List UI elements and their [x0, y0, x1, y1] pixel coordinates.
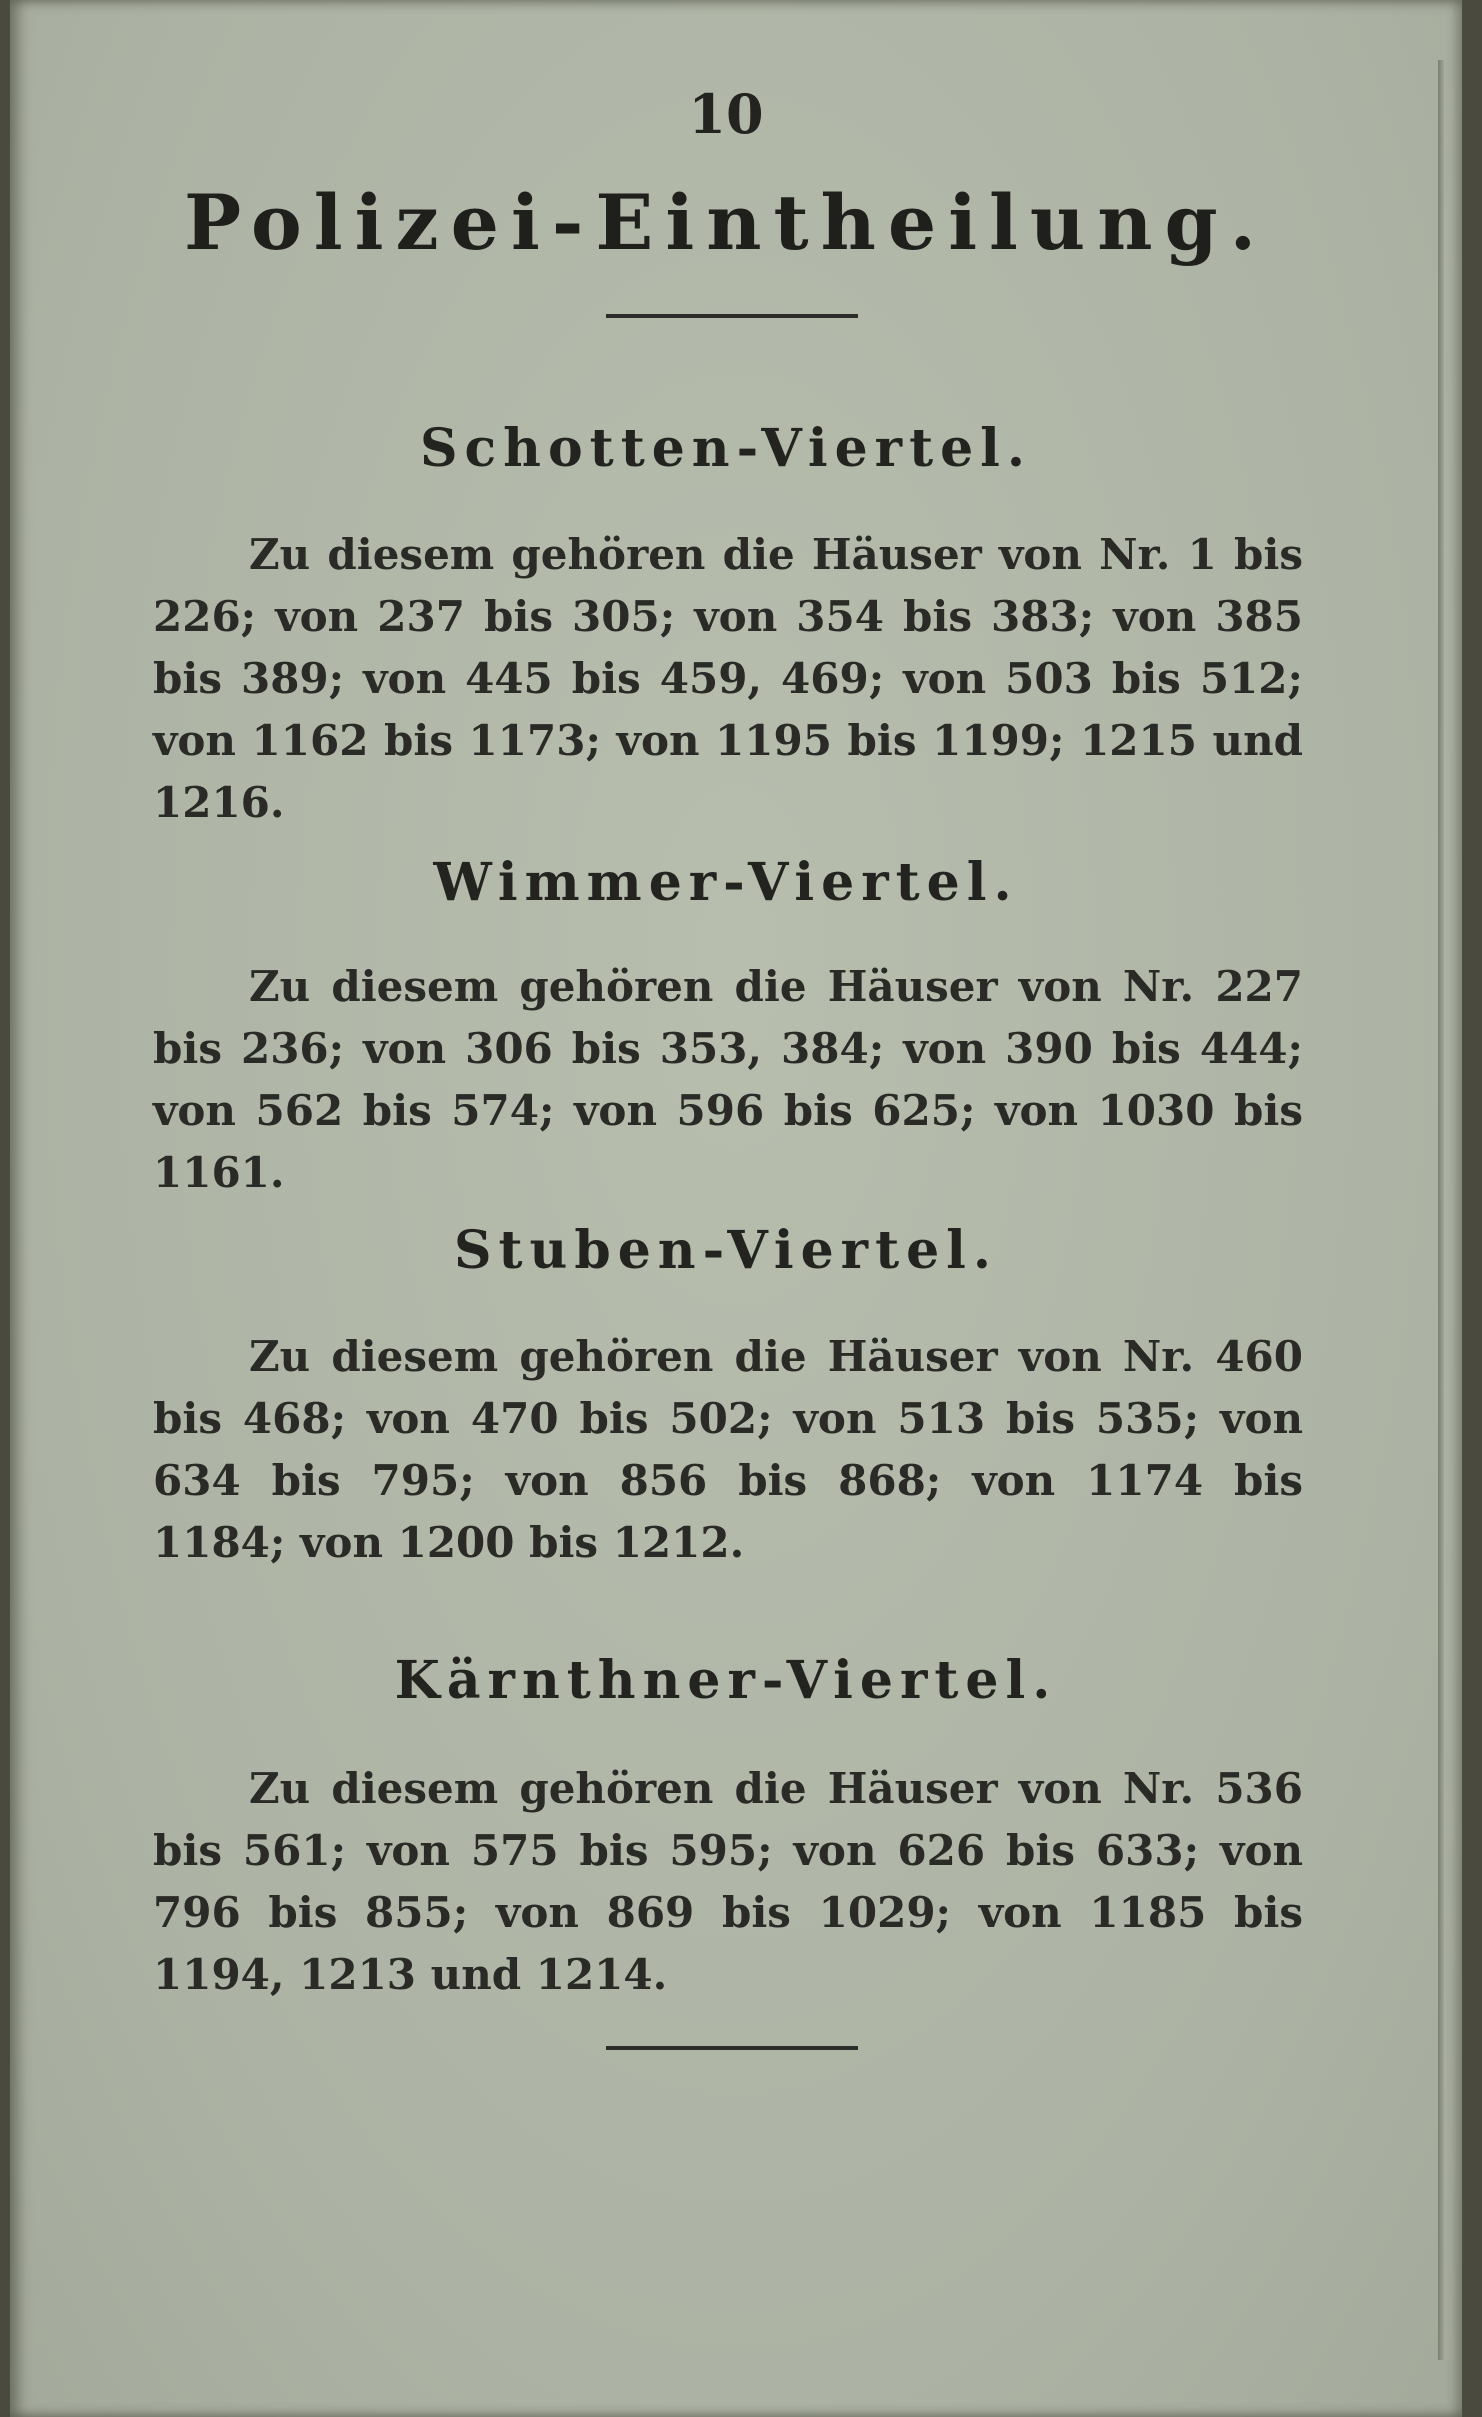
closing-divider — [606, 2046, 858, 2050]
page-spine-edge — [1438, 60, 1444, 2360]
page-number: 10 — [688, 82, 764, 146]
section-heading-schotten: Schotten-Viertel. — [419, 418, 1033, 479]
section-text-schotten: Zu diesem gehören die Häuser von Nr. 1 bis 226; von 237 bis 305; von 354 bis 383; von 385 bis 389; von 445 bis 459, 469; von 503 bis 512; von 1162 bis 1173; von 1195 bis 1199; 1215 und 1216. — [153, 530, 1303, 827]
section-text-stuben: Zu diesem gehören die Häuser von Nr. 460 bis 468; von 470 bis 502; von 513 bis 535; von 634 bis 795; von 856 bis 868; von 1174 bis 1184; von 1200 bis 1212. — [153, 1332, 1303, 1567]
page-title: Polizei-Eintheilung. — [183, 178, 1269, 267]
section-heading-wimmer: Wimmer-Viertel. — [433, 852, 1019, 913]
title-divider — [606, 314, 858, 318]
book-page — [10, 0, 1462, 2417]
section-text-wimmer: Zu diesem gehören die Häuser von Nr. 227 bis 236; von 306 bis 353, 384; von 390 bis 444; von 562 bis 574; von 596 bis 625; von 1030 bis 1161. — [153, 962, 1303, 1197]
section-heading-stuben: Stuben-Viertel. — [453, 1220, 999, 1281]
section-text-kaernthner: Zu diesem gehören die Häuser von Nr. 536 bis 561; von 575 bis 595; von 626 bis 633; von 796 bis 855; von 869 bis 1029; von 1185 bis 1194, 1213 und 1214. — [153, 1764, 1303, 1999]
section-heading-kaernthner: Kärnthner-Viertel. — [394, 1650, 1058, 1711]
